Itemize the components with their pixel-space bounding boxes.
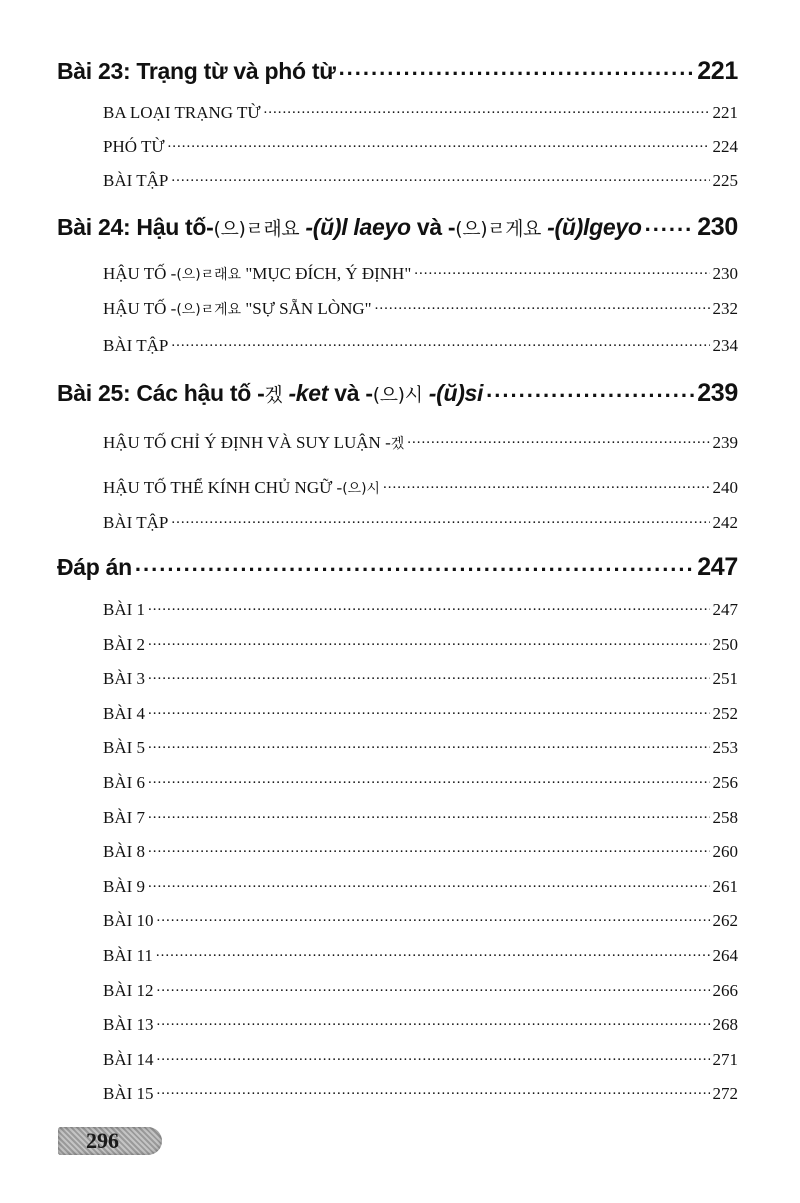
answer-entry[interactable] (103, 806, 738, 828)
toc-entry[interactable] (103, 476, 738, 498)
korean-suffix: (으)시 (372, 384, 423, 406)
answer-entry[interactable] (103, 909, 738, 931)
entry-title: BÀI 9 (103, 877, 146, 896)
answer-entry[interactable] (103, 944, 738, 966)
toc-entry[interactable] (103, 297, 738, 319)
chapter-title: Bài 23: Trạng từ và phó từ (57, 58, 336, 84)
chapter-25-heading[interactable] (57, 378, 738, 408)
entry-page-number: 221 (712, 103, 738, 122)
toc-entry[interactable] (103, 262, 738, 284)
chapter-23-heading[interactable] (57, 56, 738, 86)
answer-entry[interactable] (103, 667, 738, 689)
entry-title-suffix: "MỤC ĐÍCH, Ý ĐỊNH" (245, 264, 412, 283)
entry-title: BÀI 5 (103, 738, 146, 757)
answer-entry[interactable] (103, 736, 738, 758)
entry-title-prefix: HẬU TỐ - (103, 299, 177, 318)
answers-heading[interactable] (57, 552, 738, 582)
entry-page-number: 230 (712, 264, 738, 283)
toc-entry[interactable] (103, 431, 738, 453)
entry-title (103, 263, 411, 284)
chapter-title: Đáp án (57, 554, 132, 580)
answer-entry[interactable] (103, 1013, 738, 1035)
korean-suffix: (으)시 (342, 481, 381, 497)
korean-suffix: (으)ㄹ게요 (455, 218, 542, 240)
dot-leader (375, 297, 710, 314)
chapter-title (57, 214, 642, 241)
entry-title: PHÓ TỪ (103, 137, 165, 156)
dot-leader (157, 909, 710, 926)
entry-page-number: 264 (712, 946, 738, 965)
dot-leader (171, 334, 709, 351)
entry-title: BÀI 7 (103, 808, 146, 827)
dot-leader (157, 979, 710, 996)
entry-page-number: 261 (712, 877, 738, 896)
entry-page-number: 256 (712, 773, 738, 792)
entry-page-number: 252 (712, 704, 738, 723)
dot-leader (148, 736, 709, 753)
dot-leader (135, 552, 694, 575)
korean-suffix: (으)ㄹ게요 (176, 302, 242, 318)
answer-entry[interactable] (103, 840, 738, 862)
entry-title (103, 298, 372, 319)
chapter-24-heading[interactable] (57, 212, 738, 242)
entry-title: BÀI 12 (103, 981, 154, 1000)
entry-title: BÀI TẬP (103, 513, 169, 532)
korean-suffix: (으)ㄹ래요 (213, 218, 300, 240)
dot-leader (383, 476, 709, 493)
entry-page-number: 225 (712, 171, 738, 190)
answer-entry[interactable] (103, 702, 738, 724)
dot-leader (407, 431, 709, 448)
entry-page-number: 234 (712, 336, 738, 355)
korean-suffix: 겠 (264, 384, 283, 406)
korean-suffix: (으)ㄹ래요 (176, 267, 242, 283)
romanization: -(ŭ)lgeyo (547, 214, 642, 240)
entry-page-number: 271 (712, 1050, 738, 1069)
answer-entry[interactable] (103, 771, 738, 793)
answer-entry[interactable] (103, 633, 738, 655)
entry-title-prefix: HẬU TỐ THỂ KÍNH CHỦ NGỮ - (103, 478, 343, 497)
entry-title-prefix: HẬU TỐ CHỈ Ý ĐỊNH VÀ SUY LUẬN - (103, 433, 391, 452)
dot-leader (148, 633, 709, 650)
romanization: -(ŭ)l laeyo (305, 214, 411, 240)
entry-title-prefix: HẬU TỐ - (103, 264, 177, 283)
entry-title: BÀI 10 (103, 911, 154, 930)
dot-leader (486, 378, 694, 401)
entry-title: BÀI 13 (103, 1015, 154, 1034)
answer-entry[interactable] (103, 1048, 738, 1070)
answer-entry[interactable] (103, 875, 738, 897)
entry-title: BÀI 1 (103, 600, 146, 619)
entry-title: BÀI 3 (103, 669, 146, 688)
entry-page-number: 224 (712, 137, 738, 156)
entry-title: BÀI 11 (103, 946, 153, 965)
dot-leader (264, 101, 710, 118)
dot-leader (156, 944, 710, 961)
entry-title: BÀI 15 (103, 1084, 154, 1103)
dot-leader (414, 262, 709, 279)
entry-title (103, 477, 380, 498)
entry-title: BÀI 2 (103, 635, 146, 654)
page-number: 296 (86, 1128, 119, 1153)
entry-title: BÀI 8 (103, 842, 146, 861)
answer-entry[interactable] (103, 598, 738, 620)
entry-page-number: 240 (712, 478, 738, 497)
page-number-badge (58, 1127, 162, 1155)
dot-leader (339, 56, 695, 79)
chapter-title-prefix: Bài 24: Hậu tố- (57, 214, 214, 240)
romanization: -(ŭ)si (428, 380, 484, 406)
dot-leader (148, 840, 709, 857)
entry-page-number: 242 (712, 513, 738, 532)
answer-entry[interactable] (103, 1082, 738, 1104)
dot-leader (148, 806, 709, 823)
dot-leader (148, 702, 709, 719)
dot-leader (157, 1013, 710, 1030)
entry-page-number: 247 (712, 600, 738, 619)
korean-suffix: 겠 (390, 436, 405, 452)
entry-title: BA LOẠI TRẠNG TỪ (103, 103, 261, 122)
chapter-page-number: 221 (697, 57, 738, 85)
entry-title: BÀI 14 (103, 1050, 154, 1069)
entry-title (103, 432, 404, 453)
entry-page-number: 258 (712, 808, 738, 827)
entry-title: BÀI 4 (103, 704, 146, 723)
chapter-title (57, 380, 483, 407)
entry-page-number: 266 (712, 981, 738, 1000)
entry-page-number: 272 (712, 1084, 738, 1103)
dot-leader (148, 771, 709, 788)
dot-leader (157, 1048, 710, 1065)
toc-entry[interactable] (103, 334, 738, 356)
toc-entry[interactable] (103, 169, 738, 191)
entry-page-number: 268 (712, 1015, 738, 1034)
entry-page-number: 260 (712, 842, 738, 861)
chapter-title-connector: và - (416, 214, 456, 240)
toc-entry[interactable] (103, 101, 738, 123)
chapter-page-number: 247 (697, 553, 738, 581)
entry-page-number: 262 (712, 911, 738, 930)
dot-leader (148, 598, 709, 615)
dot-leader (171, 169, 709, 186)
entry-page-number: 253 (712, 738, 738, 757)
entry-page-number: 239 (712, 433, 738, 452)
dot-leader (171, 511, 709, 528)
dot-leader (148, 667, 709, 684)
chapter-title-prefix: Bài 25: Các hậu tố - (57, 380, 265, 406)
entry-page-number: 251 (712, 669, 738, 688)
dot-leader (168, 135, 710, 152)
entry-page-number: 250 (712, 635, 738, 654)
dot-leader (148, 875, 709, 892)
toc-entry[interactable] (103, 511, 738, 533)
entry-title: BÀI TẬP (103, 336, 169, 355)
entry-title: BÀI 6 (103, 773, 146, 792)
entry-title-suffix: "SỰ SẴN LÒNG" (245, 299, 372, 318)
dot-leader (645, 212, 695, 235)
entry-page-number: 232 (712, 299, 738, 318)
chapter-title-connector: và - (334, 380, 373, 406)
romanization: -ket (288, 380, 329, 406)
chapter-page-number: 230 (697, 213, 738, 241)
entry-title: BÀI TẬP (103, 171, 169, 190)
dot-leader (157, 1082, 710, 1099)
chapter-page-number: 239 (697, 379, 738, 407)
answer-entry[interactable] (103, 979, 738, 1001)
toc-entry[interactable] (103, 135, 738, 157)
